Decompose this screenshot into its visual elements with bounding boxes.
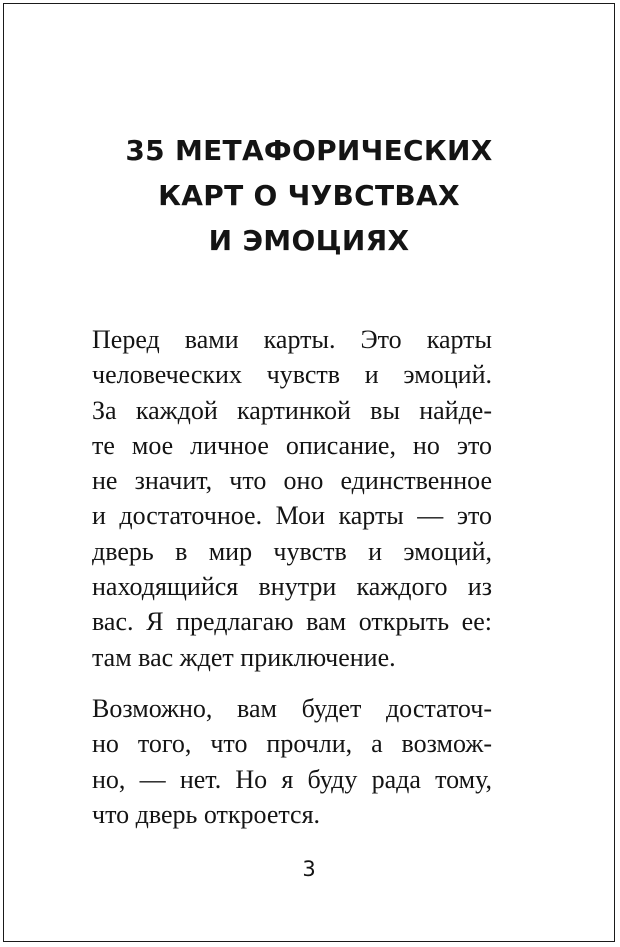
- text-line: но того, что прочли, а возмож-: [92, 729, 492, 759]
- text-line: там вас ждет приключение.: [92, 642, 396, 672]
- text-line: человеческих чувств и эмоций.: [92, 360, 492, 390]
- text-line: Возможно, вам будет достаточ-: [92, 694, 492, 723]
- title-line: 35 МЕТАФОРИЧЕСКИХ: [125, 134, 493, 167]
- book-page: [3, 3, 615, 942]
- text-line: не значит, что оно единственное: [92, 466, 492, 496]
- text-line: дверь в мир чувств и эмоций,: [92, 536, 492, 566]
- text-line: но, — нет. Но я буду рада тому,: [92, 764, 492, 794]
- page-title: [4, 128, 614, 263]
- text-line: вас. Я предлагаю вам открыть ее:: [92, 607, 492, 637]
- title-line: И ЭМОЦИЯХ: [208, 224, 410, 257]
- text-line: За каждой картинкой вы найде-: [92, 395, 492, 425]
- title-line: КАРТ О ЧУВСТВАХ: [158, 179, 460, 212]
- closing-paragraph: [92, 691, 492, 832]
- text-line: находящийся внутри каждого из: [92, 572, 492, 602]
- text-line: те мое личное описание, но это: [92, 430, 492, 460]
- text-line: и достаточное. Мои карты — это: [92, 501, 492, 531]
- page-number: 3: [302, 857, 316, 881]
- text-line: Перед вами карты. Это карты: [92, 325, 492, 354]
- text-line: что дверь откроется.: [92, 799, 321, 829]
- intro-paragraph: [92, 322, 492, 675]
